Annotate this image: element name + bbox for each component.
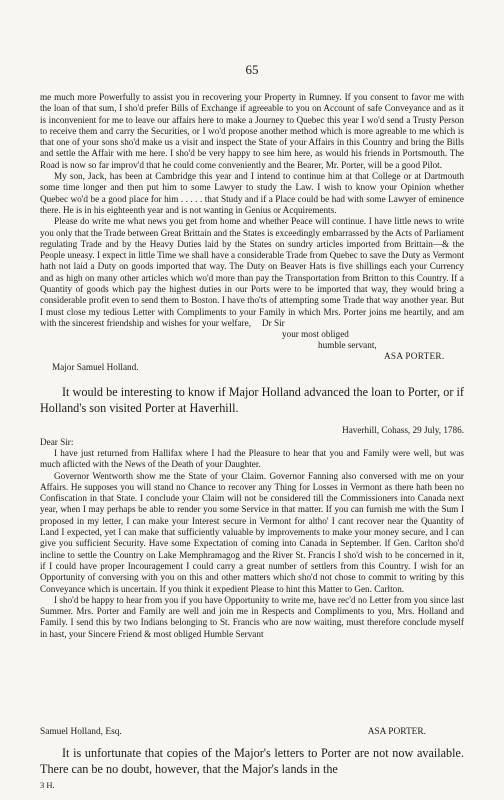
letter1-signature: ASA PORTER.: [384, 351, 445, 361]
page-number: 65: [245, 62, 259, 77]
signature-mark: 3 H.: [40, 780, 55, 790]
letter1-paragraph: Please do write me what news you get from home and whether Peace will continue. I have little news to write you only that the Trade between Great Brittain and the States is exceedingly embarrassed by the Acts of Parliament regulating Trade and by the Heavy Duties laid by the States on sundry articles imported from Brittain—& the People uneasy. I expect in little Time we shall have a considerable Trade from Quebec to save the Duty as Vermont hath not laid a Duty on goods imported that way. The Duty on Beaver Hats is five shillings each your Currency and as high on many other articles which wo'd more than pay the Transportation from Britton to this Country. If a Quantity of goods which pay the highest duties in our Ports were to be imported that way, they would bring a considerable profit even to send them to Boston. I have tho'ts of attempting some Trade that way another year. But I must close my tedious Letter with Compliments to your Family in which Mrs. Porter joins me heartily, and am with the sincerest friendship and wishes for your welfare,: [40, 216, 464, 328]
letter1-paragraph: My son, Jack, has been at Cambridge this year and I intend to continue him at that College or at Dartmouth some time longer and then put him to some Lawyer to study the Law. I wish to know your Opinion whether Quebec wo'd be a good place for him . . . . . that Study and if a Place could be had with some Lawyer of eminence there. He is in his eighteenth year and is not wanting in Genius or Acquirements.: [40, 171, 464, 215]
letter2-signature: ASA PORTER.: [367, 727, 426, 737]
letter2-sign-row: [40, 727, 464, 737]
letter1-closing-line1: your most obliged: [282, 329, 349, 339]
letter2-paragraph: I sho'd be happy to hear from you if you have Opportunity to write me, have rec'd no Letter from you since last Summer. Mrs. Porter and Family are well and join me in Respects and Compliments to you, Mrs. Holland and Family. I send this by two Indians belonging to St. Francis who are now waiting, must therefore conclude myself in hast, your Sincere Friend & most obliged Humble Servant: [40, 594, 464, 639]
commentary-text: It is unfortunate that copies of the Major's letters to Porter are not now available. There can be no doubt, however, that the Major's lands in the: [40, 746, 464, 776]
letter2-addressee: Samuel Holland, Esq.: [40, 727, 122, 737]
letter1-paragraph: me much more Powerfully to assist you in recovering your Property in Rumney. If you consent to favor me with the loan of that sum, I sho'd prefer Bills of Exchange if agreeable to you on Account of safe Conveyance and as it is inconvenient for me to leave our affairs here to make a Journey to Quebec this year I wo'd send a Trusty Person to receive them and carry the Securities, or I wo'd propose another method which is more agreable to me which is that one of your sons sho'd make us a visit and inspect the State of your Affairs in this Country and bring the Bills and settle the Affair with me here. I sho'd be very happy to see him here, as would his friends in Portsmouth. The Road is now so far improv'd that he could come conveniently and the Bearer, Mr. Porter, will be a good Pilot.: [40, 92, 464, 170]
commentary-2: [40, 745, 464, 777]
letter2-paragraph: Governor Wentworth show me the State of your Claim. Governor Fanning also conversed with me on your Affairs. He supposes you will stand no Chance to recover any Thing for Losses in Vermont as there hath been no Confiscation in that State. I conclude your Claim will not be considered till the Commissioners into Canada next year, when I may perhaps be able to render you some Service in that matter. If you can furnish me with the Sum I proposed in my letter, I can make your Interest secure in Vermont for altho' I cant recover near the Quantity of Land I expected, yet I can make that sufficiently valuable by improvements to make your money secure, and I can give you sufficient Security. Have some Expectation of coming into Canada in September. If Gen. Carlton sho'd incline to settle the Country on Lake Memphramagog and the River St. Francis I sho'd wish to be concerned in it, if I could have proper Incouragement I could carry a great number of settlers from this Country. I wish for an Opportunity of conversing with you on this and other matters which sho'd not chose to commit to writing by this Conveyance which is uncertain. If you think it expedient Please to hint this Matter to Gen. Carlton.: [40, 470, 464, 594]
letter1-body: [40, 92, 464, 329]
letter1-salutation-close: Dr Sir: [262, 318, 285, 328]
letter2-dateline: Haverhill, Cohass, 29 July, 1786.: [342, 425, 464, 435]
letter2-paragraph: I have just returned from Hallifax where I had the Pleasure to hear that you and Family were well, but was much aflicted with the News of the Death of your Daughter.: [40, 448, 464, 470]
commentary-1: [40, 384, 464, 416]
letter1-addressee: Major Samuel Holland.: [52, 362, 139, 372]
letter1-closing-line2: humble servant,: [318, 340, 377, 350]
letter2-body: [40, 448, 464, 640]
letter2-salutation: Dear Sir:: [40, 437, 74, 447]
commentary-text: It would be interesting to know if Major Holland advanced the loan to Porter, or if Holland's son visited Porter at Haverhill.: [40, 385, 464, 415]
